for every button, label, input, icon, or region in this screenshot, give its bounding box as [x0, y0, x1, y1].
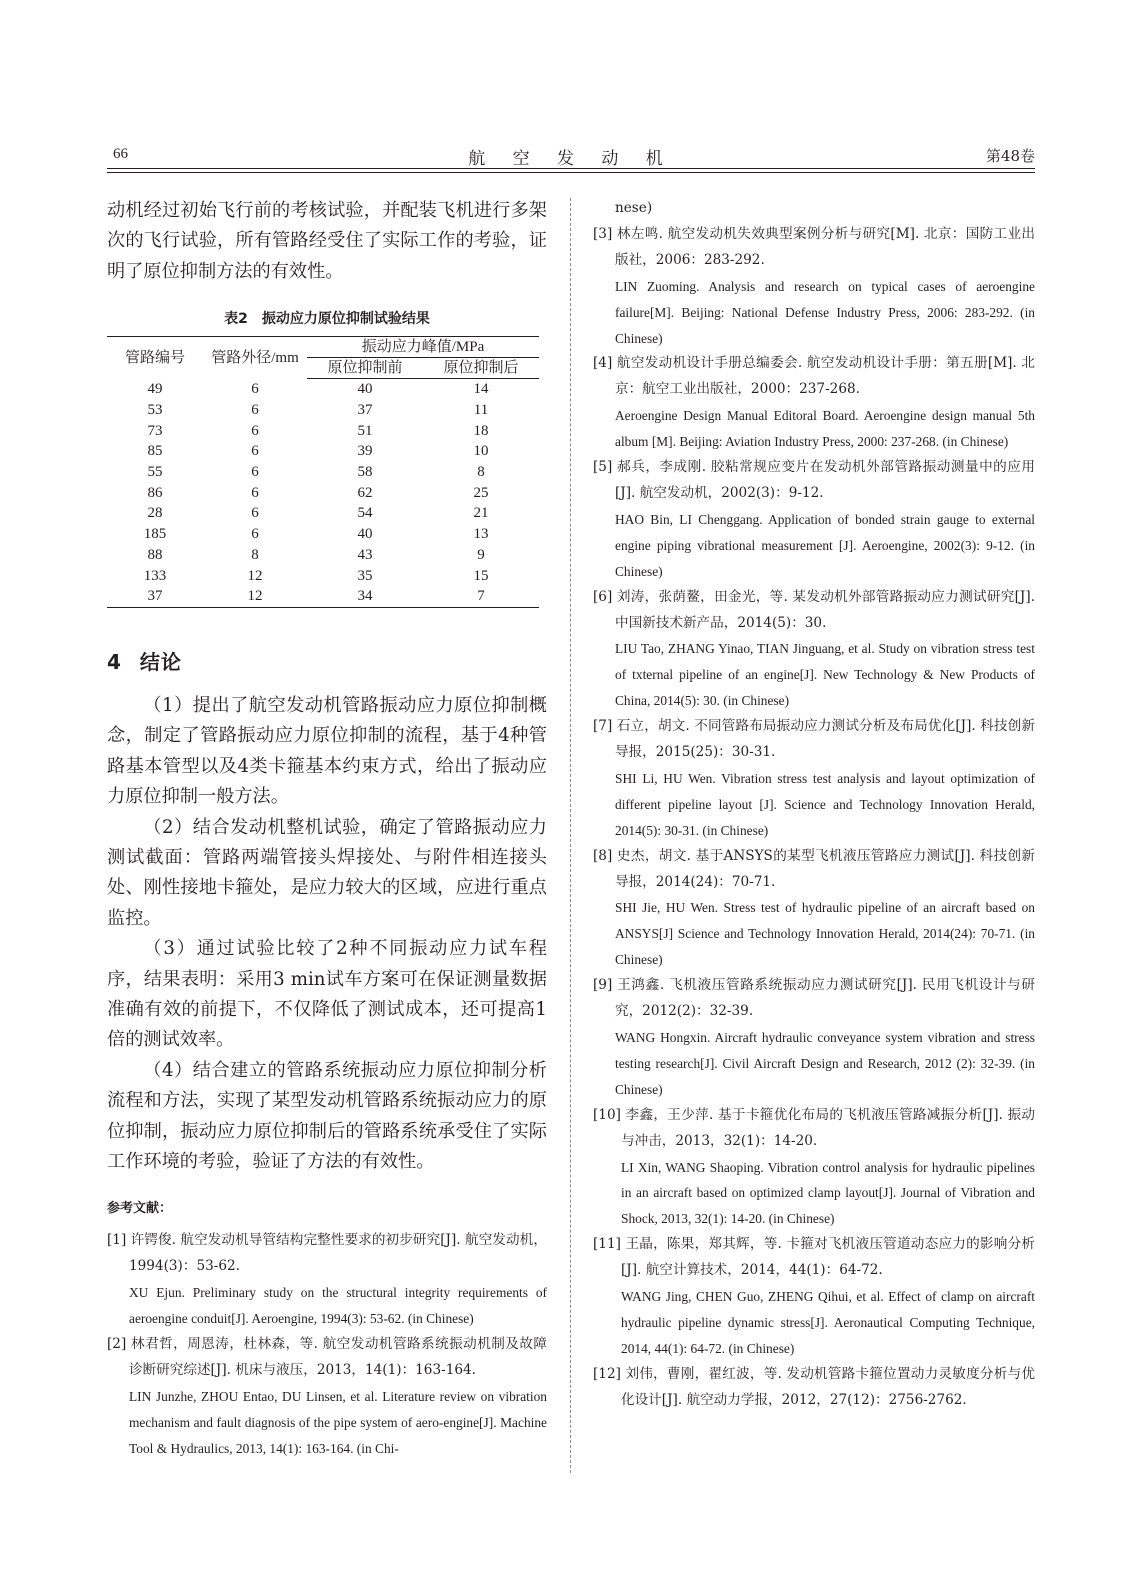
reference-item	[593, 973, 1035, 1103]
cell-diameter: 6	[251, 401, 259, 418]
cell-before: 62	[357, 484, 373, 501]
cell-after: 11	[473, 401, 489, 418]
cell-pipe-id: 28	[147, 505, 163, 522]
cell-before: 51	[357, 422, 373, 439]
reference-item	[593, 222, 1035, 352]
cell-pipe-id: 73	[147, 422, 163, 439]
reference-en: XU Ejun. Preliminary study on the structural integrity requirements of aeroengine conduit[J]. Aeroengine, 1994(3): 53-62. (in Chinese)	[129, 1285, 547, 1327]
cell-pipe-id: 55	[147, 464, 163, 481]
reference-en: SHI Li, HU Wen. Vibration stress test analysis and layout optimization of different pipeline layout [J]. Science and Technology Innovation Herald, 2014(5): 30-31. (in Chinese)	[615, 770, 1035, 838]
col-header-stress-peak: 振动应力峰值/MPa	[307, 337, 539, 358]
cell-after: 13	[473, 526, 489, 543]
reference-en: HAO Bin, LI Chenggang. Application of bonded strain gauge to external engine piping vibrational measurement [J]. Aeroengine, 2002(3): 9-12. (in Chinese)	[615, 511, 1035, 579]
page-number: 66	[113, 146, 128, 162]
cell-before: 34	[307, 586, 423, 607]
table-row	[107, 483, 539, 504]
reference-zh: [1] 许锷俊. 航空发动机导管结构完整性要求的初步研究[J]. 航空发动机，1994(3)：53-62.	[107, 1232, 547, 1275]
running-header	[107, 140, 1035, 170]
reference-zh: [2] 林君哲，周恩涛，杜林森，等. 航空发动机管路系统振动机制及故障诊断研究综述[J]. 机床与液压，2013，14(1)：163-164.	[107, 1336, 547, 1378]
reference-en: Aeroengine Design Manual Editoral Board. Aeroengine design manual 5th album [M]. Beijing: Aviation Industry Press, 2000: 237-268. (in Chinese)	[615, 408, 1035, 450]
reference-en: LIN Zuoming. Analysis and research on typical cases of aeroengine failure[M]. Beijing: National Defense Industry Press, 2006: 283-292. (in Chinese)	[615, 278, 1035, 346]
cell-pipe-id: 133	[143, 567, 167, 584]
col-header-diameter: 管路外径/mm	[203, 337, 307, 379]
cell-after: 15	[473, 567, 489, 584]
reference-item	[593, 585, 1035, 715]
cell-diameter: 6	[251, 443, 259, 460]
cell-diameter: 6	[251, 484, 259, 501]
reference-zh: [5] 郝兵，李成刚. 胶粘常规应变片在发动机外部管路振动测量中的应用[J]. 航空发动机，2002(3)：9-12.	[593, 459, 1035, 501]
cell-before: 40	[357, 526, 373, 543]
col-header-before: 原位抑制前	[307, 358, 423, 379]
reference-item	[593, 455, 1035, 585]
reference-en: LIU Tao, ZHANG Yinao, TIAN Jinguang, et al. Study on vibration stress test of txternal pipeline of an engine[J]. New Technology & New Products of China, 2014(5): 30. (in Chinese)	[615, 641, 1035, 709]
conclusion-paragraph: （3）通过试验比较了2种不同振动应力试车程序，结果表明：采用3 min试车方案可在保证测量数据准确有效的前提下，不仅降低了测试成本，还可提高1倍的测试效率。	[107, 938, 547, 1051]
reference-item	[593, 714, 1035, 844]
table-caption: 表2 振动应力原位抑制试验结果	[224, 311, 430, 328]
cell-after: 21	[473, 505, 489, 522]
reference-item	[107, 1332, 547, 1462]
cell-diameter: 12	[247, 567, 263, 584]
cell-before: 43	[357, 546, 373, 563]
cell-pipe-id: 185	[143, 526, 167, 543]
cell-after: 14	[473, 381, 489, 398]
cell-before: 37	[357, 401, 373, 418]
header-rule-bottom	[107, 172, 1035, 173]
reference-continuation: nese)	[615, 200, 653, 216]
table-row	[107, 400, 539, 421]
volume-label: 第48卷	[985, 147, 1035, 165]
cell-pipe-id: 49	[147, 380, 163, 397]
reference-zh: [4] 航空发动机设计手册总编委会. 航空发动机设计手册：第五册[M]. 北京：航空工业出版社，2000：237-268.	[593, 355, 1035, 398]
reference-item	[593, 1232, 1035, 1362]
section-heading	[107, 646, 547, 675]
cell-after: 8	[477, 464, 485, 481]
table-row	[107, 421, 539, 442]
intro-paragraph: 动机经过初始飞行前的考核试验，并配装飞机进行多架次的飞行试验，所有管路经受住了实际工作的考验，证明了原位抑制方法的有效性。	[107, 200, 547, 282]
cell-before: 40	[357, 381, 373, 398]
reference-item	[593, 844, 1035, 974]
reference-zh: [12] 刘伟，曹刚，翟红波，等. 发动机管路卡箍位置动力灵敏度分析与优化设计[J]. 航空动力学报，2012，27(12)：2756-2762.	[593, 1365, 1035, 1408]
table-row	[107, 441, 539, 462]
reference-item	[107, 1228, 547, 1332]
table-row	[107, 524, 539, 545]
reference-zh: [9] 王鸿鑫. 飞机液压管路系统振动应力测试研究[J]. 民用飞机设计与研究，2012(2)：32-39.	[593, 977, 1035, 1020]
conclusion-paragraph: （4）结合建立的管路系统振动应力原位抑制分析流程和方法，实现了某型发动机管路系统振动应力的原位抑制，振动应力原位抑制后的管路系统承受住了实际工作环境的考验，验证了方法的有效性。	[107, 1059, 547, 1173]
reference-zh: [11] 王晶，陈果，郑其辉，等. 卡箍对飞机液压管道动态应力的影响分析[J]. 航空计算技术，2014，44(1)：64-72.	[593, 1236, 1035, 1279]
conclusion-paragraph: （2）结合发动机整机试验，确定了管路振动应力测试截面：管路两端管接头焊接处、与附件相连接头处、刚性接地卡箍处，是应力较大的区域，应进行重点监控。	[107, 816, 547, 929]
column-divider	[570, 198, 571, 1473]
reference-zh: [7] 石立，胡文. 不同管路布局振动应力测试分析及布局优化[J]. 科技创新导报，2015(25)：30-31.	[593, 718, 1035, 761]
reference-zh: [8] 史杰，胡文. 基于ANSYS的某型飞机液压管路应力测试[J]. 科技创新导报，2014(24)：70-71.	[593, 847, 1035, 890]
cell-after: 9	[477, 546, 485, 563]
cell-pipe-id: 86	[147, 484, 163, 501]
reference-zh: [6] 刘涛，张荫鳌，田金光，等. 某发动机外部管路振动应力测试研究[J]. 中国新技术新产品，2014(5)：30.	[593, 588, 1035, 631]
results-table	[107, 336, 539, 608]
reference-item	[593, 1103, 1035, 1233]
cell-pipe-id: 37	[107, 586, 203, 607]
left-column	[107, 196, 547, 1462]
reference-zh: [10] 李鑫，王少萍. 基于卡箍优化布局的飞机液压管路减振分析[J]. 振动与冲击，2013，32(1)：14-20.	[593, 1106, 1035, 1149]
reference-en: LI Xin, WANG Shaoping. Vibration control analysis for hydraulic pipelines in an aircraft based on optimized clamp layout[J]. Journal of Vibration and Shock, 2013, 32(1): 14-20. (in Chinese)	[621, 1159, 1035, 1227]
header-rule-top	[107, 168, 1035, 169]
cell-pipe-id: 88	[147, 546, 163, 563]
table-row	[107, 462, 539, 483]
table-row	[107, 545, 539, 566]
cell-pipe-id: 53	[147, 401, 163, 418]
section-number: 4	[107, 649, 122, 674]
cell-diameter: 12	[203, 586, 307, 607]
cell-before: 35	[357, 567, 373, 584]
table-row	[107, 379, 539, 400]
reference-item	[593, 1362, 1035, 1414]
journal-name: 航 空 发 动 机	[468, 149, 674, 169]
table-row	[107, 503, 539, 524]
cell-after: 10	[473, 443, 489, 460]
conclusion-paragraph: （1）提出了航空发动机管路振动应力原位抑制概念，制定了管路振动应力原位抑制的流程，基于4种管路基本管型以及4类卡箍基本约束方式，给出了振动应力原位抑制一般方法。	[107, 694, 547, 808]
table-row	[107, 566, 539, 587]
cell-diameter: 8	[251, 546, 259, 563]
reference-item	[593, 351, 1035, 455]
table-row	[107, 586, 539, 607]
cell-before: 54	[357, 505, 373, 522]
reference-zh: [3] 林左鸣. 航空发动机失效典型案例分析与研究[M]. 北京：国防工业出版社，2006：283-292.	[593, 225, 1035, 268]
reference-en: SHI Jie, HU Wen. Stress test of hydraulic pipeline of an aircraft based on ANSYS[J] Science and Technology Innovation Herald, 2014(24): 70-71. (in Chinese)	[615, 900, 1035, 968]
cell-diameter: 6	[251, 422, 259, 439]
cell-diameter: 6	[251, 505, 259, 522]
section-title: 结论	[139, 649, 182, 674]
cell-after: 7	[423, 586, 539, 607]
right-column	[593, 196, 1035, 1414]
reference-en: LIN Junzhe, ZHOU Entao, DU Linsen, et al. Literature review on vibration mechanism and fault diagnosis of the pipe system of aero-engine[J]. Machine Tool & Hydraulics, 2013, 14(1): 163-164. (in Chi-	[129, 1388, 547, 1456]
reference-en: WANG Jing, CHEN Guo, ZHENG Qihui, et al. Effect of clamp on aircraft hydraulic pipeline dynamic stress[J]. Aeronautical Computing Technique, 2014, 44(1): 64-72. (in Chinese)	[621, 1289, 1035, 1356]
results-table-body	[107, 379, 539, 608]
cell-diameter: 6	[251, 464, 259, 481]
cell-after: 25	[473, 484, 489, 501]
cell-before: 39	[357, 443, 373, 460]
cell-after: 18	[473, 422, 489, 439]
reference-en: WANG Hongxin. Aircraft hydraulic conveyance system vibration and stress testing research[J]. Civil Aircraft Design and Research, 2012 (2): 32-39. (in Chinese)	[615, 1030, 1035, 1097]
col-header-pipe-id: 管路编号	[107, 337, 203, 379]
references-title: 参考文献：	[107, 1201, 173, 1217]
cell-diameter: 6	[251, 526, 259, 543]
col-header-after: 原位抑制后	[423, 358, 539, 379]
cell-before: 58	[357, 464, 373, 481]
cell-diameter: 6	[251, 380, 259, 397]
cell-pipe-id: 85	[147, 443, 163, 460]
